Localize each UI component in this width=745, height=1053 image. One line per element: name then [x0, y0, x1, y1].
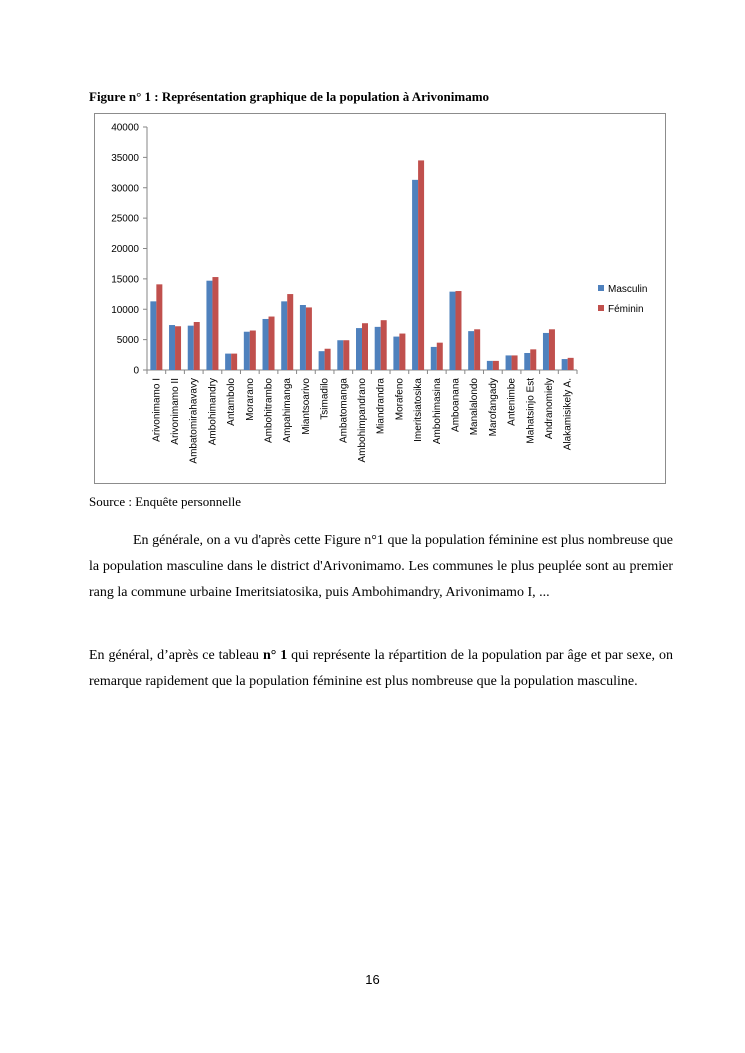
bar-feminin	[287, 294, 293, 370]
y-tick-label: 5000	[116, 335, 139, 347]
paragraph-2	[89, 643, 673, 695]
paragraph-1: En générale, on a vu d'après cette Figure n°1 que la population féminine est plus nombreuse que la population masculine dans le district d'Arivonimamo. Les communes le plus peuplée sont au premier rang la commune urbaine Imeritsiatosika, puis Ambohimandry, Arivonimamo I, ...	[89, 533, 673, 600]
x-tick-label: Morarano	[244, 378, 256, 421]
bar-feminin	[530, 349, 536, 370]
bar-masculin	[562, 359, 568, 370]
legend-label: Féminin	[608, 304, 644, 315]
bar-masculin	[300, 305, 306, 370]
bar-feminin	[549, 329, 555, 370]
bar-feminin	[269, 317, 275, 370]
bar-masculin	[543, 333, 549, 370]
bar-masculin	[188, 326, 194, 370]
bar-masculin	[244, 332, 250, 370]
bar-feminin	[381, 320, 387, 370]
figure-title: Figure n° 1 : Représentation graphique de la population à Arivonimamo	[89, 89, 490, 104]
bar-feminin	[418, 160, 424, 370]
bar-masculin	[225, 354, 231, 370]
bar-feminin	[212, 277, 218, 370]
y-tick-label: 30000	[111, 183, 139, 195]
x-tick-label: Marofangady	[487, 378, 499, 437]
y-tick-label: 0	[133, 365, 139, 377]
x-tick-label: Alakamisikely A.	[562, 378, 574, 451]
x-tick-label: Arivonimamo I	[151, 378, 163, 442]
bar-masculin	[263, 319, 269, 370]
x-tick-label: Mahatsinjo Est	[525, 378, 537, 444]
bar-masculin	[487, 361, 493, 370]
y-tick-label: 25000	[111, 213, 139, 225]
x-tick-label: Manalalondo	[469, 378, 481, 436]
x-tick-label: Morafeno	[394, 378, 406, 421]
bar-masculin	[375, 327, 381, 370]
x-tick-label: Ambohimandry	[207, 378, 219, 446]
bar-feminin	[455, 291, 461, 370]
x-tick-label: Amboanana	[450, 378, 462, 432]
bar-feminin	[306, 307, 312, 370]
bar-feminin	[231, 354, 237, 370]
x-tick-label: Miantsoarivo	[300, 378, 312, 435]
x-tick-label: Antenimbe	[506, 378, 518, 426]
legend-label: Masculin	[608, 284, 648, 295]
bar-feminin	[175, 326, 181, 370]
x-tick-label: Ampahimanga	[282, 378, 294, 443]
bar-feminin	[250, 331, 256, 370]
bar-feminin	[493, 361, 499, 370]
figure-source: Source : Enquête personnelle	[89, 494, 241, 509]
paragraph-2-text-b: qui représente la répartition de la population par âge et par sexe, on remarque rapidement que la population féminine est plus nombreuse que la population masculine.	[89, 648, 673, 689]
x-tick-label: Imeritsiatosika	[413, 378, 425, 442]
x-tick-label: Antambolo	[226, 378, 238, 426]
y-tick-label: 40000	[111, 122, 139, 134]
bar-masculin	[524, 353, 530, 370]
bar-feminin	[437, 343, 443, 370]
page-number: 16	[365, 972, 380, 987]
x-tick-label: Andranomiely	[543, 378, 555, 440]
y-tick-label: 15000	[111, 274, 139, 286]
x-tick-label: Ambatomirahavavy	[188, 378, 200, 464]
bar-masculin	[412, 180, 418, 370]
bar-feminin	[512, 355, 518, 370]
y-tick-label: 20000	[111, 244, 139, 255]
x-tick-label: Miandrandra	[375, 378, 387, 435]
legend-swatch	[598, 285, 604, 291]
bar-feminin	[399, 334, 405, 370]
bar-feminin	[156, 284, 162, 370]
x-tick-label: Ambohimasina	[431, 378, 443, 445]
bar-masculin	[393, 337, 399, 370]
bar-masculin	[150, 301, 156, 370]
y-tick-label: 35000	[111, 152, 139, 164]
bar-feminin	[474, 329, 480, 370]
bar-feminin	[343, 340, 349, 370]
bar-masculin	[449, 292, 455, 370]
bar-masculin	[356, 328, 362, 370]
x-tick-label: Arivonimamo II	[170, 378, 182, 445]
y-tick-label: 10000	[111, 304, 139, 316]
x-tick-label: Ambohitrambo	[263, 378, 275, 444]
bar-masculin	[206, 281, 212, 370]
bar-masculin	[337, 340, 343, 370]
x-tick-label: Ambohimpandrano	[357, 378, 368, 463]
x-tick-label: Ambatomanga	[338, 378, 350, 444]
legend-swatch	[598, 305, 604, 311]
bar-masculin	[319, 351, 325, 370]
chart-frame	[94, 113, 666, 484]
bar-masculin	[169, 325, 175, 370]
paragraph-2-bold: n° 1	[262, 648, 288, 663]
population-bar-chart	[95, 114, 665, 483]
x-tick-label: Tsimadilo	[319, 378, 331, 420]
bar-masculin	[281, 301, 287, 370]
bar-masculin	[468, 331, 474, 370]
bar-feminin	[362, 323, 368, 370]
bar-masculin	[506, 355, 512, 370]
bar-feminin	[325, 349, 331, 370]
bar-masculin	[431, 347, 437, 370]
bar-feminin	[194, 322, 200, 370]
paragraph-2-text-a: En général, d’après ce tableau	[89, 648, 263, 663]
bar-feminin	[568, 358, 574, 370]
